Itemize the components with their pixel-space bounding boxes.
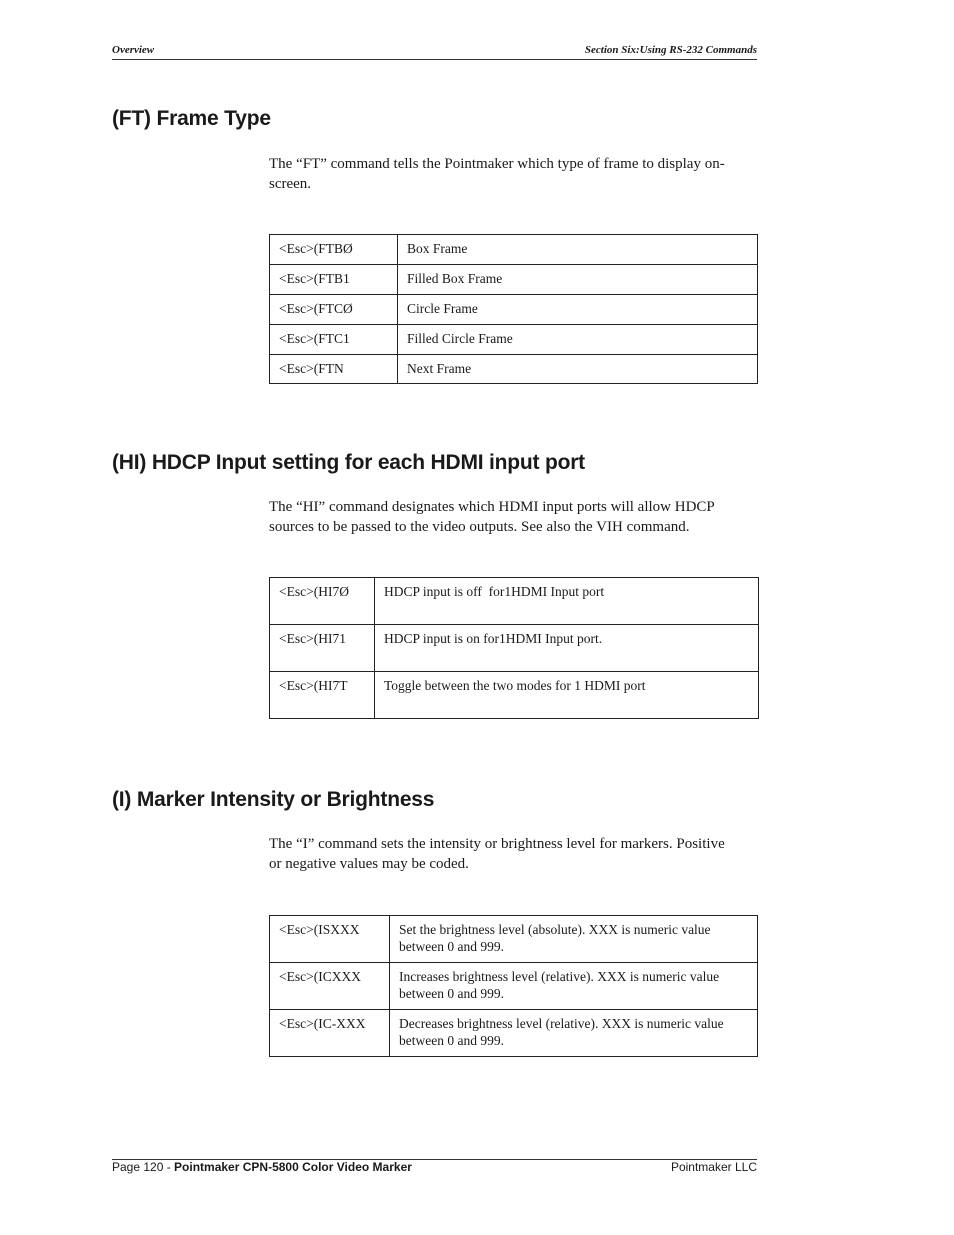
command-table-i	[269, 915, 758, 1057]
command-cell: <Esc>(FTB1	[270, 265, 398, 295]
table-row	[270, 1010, 758, 1057]
running-footer	[112, 1159, 757, 1174]
description-cell: HDCP input is on for1HDMI Input port.	[375, 625, 759, 672]
command-table-hi	[269, 577, 759, 719]
table-row	[270, 235, 758, 265]
command-cell: <Esc>(FTN	[270, 355, 398, 384]
table-row	[270, 325, 758, 355]
command-table-ft	[269, 234, 758, 384]
description-cell: Circle Frame	[398, 295, 758, 325]
table-row	[270, 295, 758, 325]
footer-product-name: Pointmaker CPN-5800 Color Video Marker	[174, 1160, 412, 1174]
footer-company: Pointmaker LLC	[670, 1160, 757, 1174]
running-header	[112, 43, 757, 60]
command-cell: <Esc>(HI7T	[270, 672, 375, 719]
footer-page-info	[112, 1160, 412, 1174]
section-title-hi: (HI) HDCP Input setting for each HDMI input port	[112, 451, 585, 474]
table-row	[270, 625, 759, 672]
command-cell: <Esc>(FTBØ	[270, 235, 398, 265]
description-cell: Filled Circle Frame	[398, 325, 758, 355]
footer-page-number: Page 120 -	[112, 1160, 175, 1174]
description-cell: Set the brightness level (absolute). XXX is numeric value between 0 and 999.	[390, 916, 758, 963]
description-cell: Next Frame	[398, 355, 758, 384]
description-cell: Toggle between the two modes for 1 HDMI port	[375, 672, 759, 719]
table-row	[270, 578, 759, 625]
command-cell: <Esc>(HI7Ø	[270, 578, 375, 625]
section-title-ft: (FT) Frame Type	[112, 107, 271, 130]
section-description-hi: The “HI” command designates which HDMI input ports will allow HDCP sources to be passed to the video outputs. See also the VIH command.	[269, 499, 715, 535]
description-cell: Filled Box Frame	[398, 265, 758, 295]
table-row	[270, 265, 758, 295]
command-cell: <Esc>(ICXXX	[270, 963, 390, 1010]
section-title-i: (I) Marker Intensity or Brightness	[112, 788, 435, 811]
command-cell: <Esc>(IC-XXX	[270, 1010, 390, 1057]
description-cell: Increases brightness level (relative). XXX is numeric value between 0 and 999.	[390, 963, 758, 1010]
command-cell: <Esc>(HI71	[270, 625, 375, 672]
command-cell: <Esc>(FTCØ	[270, 295, 398, 325]
section-description-i: The “I” command sets the intensity or brightness level for markers. Positive or negative values may be coded.	[269, 836, 725, 872]
header-section-right: Section Six:Using RS-232 Commands	[584, 44, 757, 56]
command-cell: <Esc>(FTC1	[270, 325, 398, 355]
table-row	[270, 963, 758, 1010]
description-cell: Box Frame	[398, 235, 758, 265]
table-row	[270, 672, 759, 719]
description-cell: Decreases brightness level (relative). XXX is numeric value between 0 and 999.	[390, 1010, 758, 1057]
description-cell: HDCP input is off for1HDMI Input port	[375, 578, 759, 625]
table-row	[270, 916, 758, 963]
section-description-ft: The “FT” command tells the Pointmaker which type of frame to display on-screen.	[269, 156, 725, 192]
header-section-left: Overview	[112, 44, 155, 56]
table-row	[270, 355, 758, 384]
command-cell: <Esc>(ISXXX	[270, 916, 390, 963]
